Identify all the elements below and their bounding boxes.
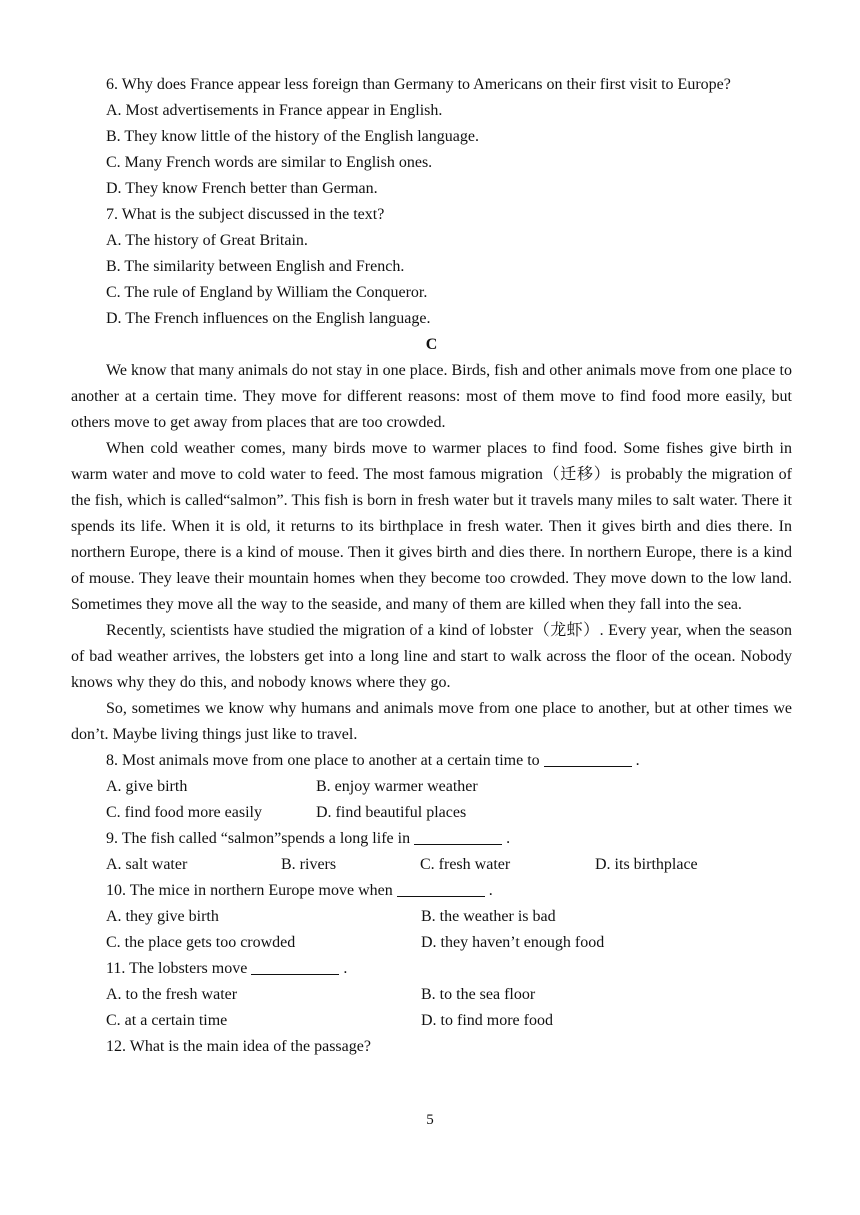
question-9-line [71, 826, 792, 852]
answer-blank [544, 765, 632, 767]
question-10-option-b: B. the weather is bad [421, 908, 556, 925]
answer-blank [397, 895, 485, 897]
question-9-option-c: C. fresh water [420, 856, 511, 873]
section-title: C [425, 336, 438, 353]
question-10-options-row-1 [71, 904, 792, 930]
question-8-option-a: A. give birth [106, 778, 188, 795]
question-8-option-d: D. find beautiful places [316, 804, 467, 821]
question-9-end: . [506, 830, 511, 847]
question-10-options-row-2 [71, 930, 792, 956]
question-7-stem: 7. What is the subject discussed in the text? [106, 206, 385, 223]
question-6-option-c: C. Many French words are similar to English ones. [106, 154, 433, 171]
question-6-stem: 6. Why does France appear less foreign than Germany to Americans on their first visit to Europe? [106, 76, 731, 93]
question-8-end: . [635, 752, 640, 769]
question-11-option-b: B. to the sea floor [421, 986, 536, 1003]
passage-paragraph-4: So, sometimes we know why humans and animals move from one place to another, but at other times we don’t. Maybe living things just like to travel. [71, 700, 792, 743]
passage-paragraph-2: When cold weather comes, many birds move to warmer places to find food. Some fishes give birth in warm water and move to cold water to feed. The most famous migration（迁移）is probably the migration of the fish, which is called“salmon”. This fish is born in fresh water but it travels many miles to salt water. There it spends its life. When it is old, it returns to its birthplace in fresh water. Then it gives birth and dies there. In northern Europe, there is a kind of mouse. Then it gives birth and dies there. In northern Europe, there is a kind of mouse. They leave their mountain homes when they become too crowded. They move down to the low land. Sometimes they move all the way to the seaside, and many of them are killed when they fall into the sea. [71, 440, 792, 613]
page-number: 5 [426, 1112, 434, 1128]
question-10-option-a: A. they give birth [106, 908, 219, 925]
question-10-stem: 10. The mice in northern Europe move when [106, 882, 393, 899]
answer-blank [414, 843, 502, 845]
question-11-end: . [343, 960, 348, 977]
question-10-line [71, 878, 792, 904]
question-9-stem: 9. The fish called “salmon”spends a long life in [106, 830, 411, 847]
passage-paragraph-1: We know that many animals do not stay in one place. Birds, fish and other animals move from one place to another at a certain time. They move for different reasons: most of them move to find food more easily, but others move to get away from places that are too crowded. [71, 362, 792, 431]
passage-paragraph-3: Recently, scientists have studied the migration of a kind of lobster（龙虾）. Every year, when the season of bad weather arrives, the lobsters get into a long line and start to walk across the floor of the ocean. Nobody knows why they do this, and nobody knows where they go. [71, 622, 792, 691]
question-9-option-a: A. salt water [106, 856, 188, 873]
question-6-option-a: A. Most advertisements in France appear in English. [106, 102, 443, 119]
question-8-option-c: C. find food more easily [106, 804, 262, 821]
question-8-option-b: B. enjoy warmer weather [316, 778, 478, 795]
question-6-option-d: D. They know French better than German. [106, 180, 378, 197]
exam-page [71, 72, 792, 1060]
question-9-options-row [71, 852, 792, 878]
question-11-option-c: C. at a certain time [106, 1012, 228, 1029]
question-9-option-b: B. rivers [281, 856, 337, 873]
question-7-option-a: A. The history of Great Britain. [106, 232, 308, 249]
question-7-option-d: D. The French influences on the English language. [106, 310, 431, 327]
question-7-option-b: B. The similarity between English and French. [106, 258, 405, 275]
question-11-stem: 11. The lobsters move [106, 960, 248, 977]
question-9-option-d: D. its birthplace [595, 856, 698, 873]
answer-blank [251, 973, 339, 975]
question-8-options-row-2 [71, 800, 792, 826]
question-10-option-d: D. they haven’t enough food [421, 934, 605, 951]
question-11-line [71, 956, 792, 982]
question-11-option-a: A. to the fresh water [106, 986, 238, 1003]
question-7-option-c: C. The rule of England by William the Conqueror. [106, 284, 428, 301]
question-12-stem: 12. What is the main idea of the passage? [106, 1038, 371, 1055]
question-11-option-d: D. to find more food [421, 1012, 553, 1029]
question-11-options-row-1 [71, 982, 792, 1008]
question-8-line [71, 748, 792, 774]
question-6-option-b: B. They know little of the history of the English language. [106, 128, 479, 145]
question-8-options-row-1 [71, 774, 792, 800]
question-11-options-row-2 [71, 1008, 792, 1034]
question-8-stem: 8. Most animals move from one place to another at a certain time to [106, 752, 540, 769]
question-10-option-c: C. the place gets too crowded [106, 934, 296, 951]
question-10-end: . [488, 882, 493, 899]
